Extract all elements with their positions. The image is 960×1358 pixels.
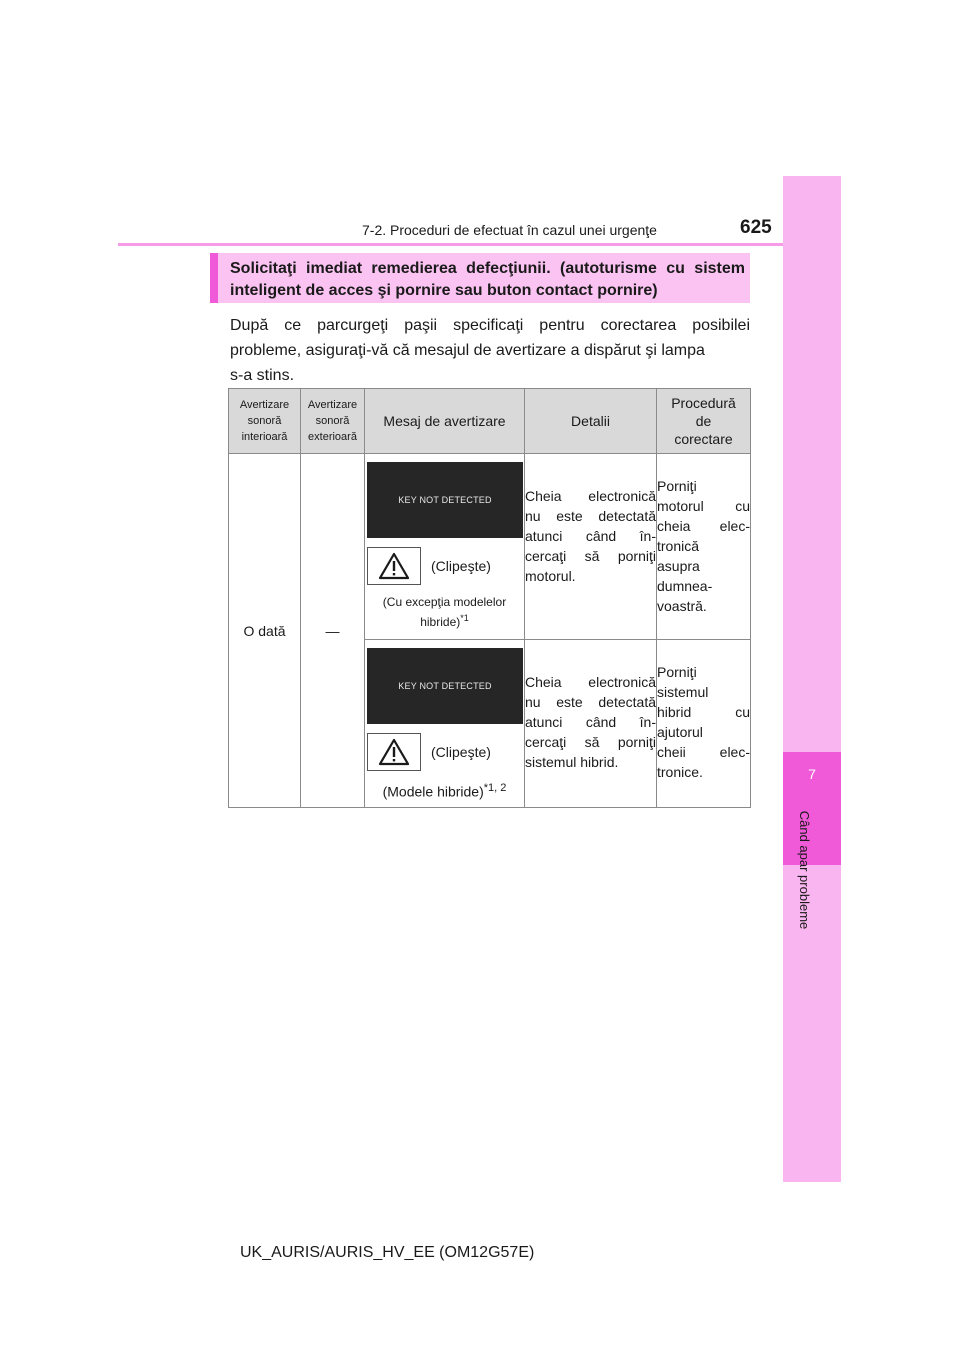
flash-label: (Clipeşte) xyxy=(431,558,491,574)
chapter-number: 7 xyxy=(808,766,816,782)
header-exterior-chime: Avertizare sonoră exterioară xyxy=(301,389,365,454)
display-message: KEY NOT DETECTED xyxy=(398,495,492,505)
model-note: (Cu excepţia modelelor hibride)$^{*1}$ xyxy=(382,595,507,629)
header-details: Detalii xyxy=(525,389,657,454)
warning-light-row xyxy=(367,546,524,586)
page-number: 625 xyxy=(740,217,772,238)
model-note: (Modele hibride)$^{*1, 2}$ xyxy=(382,782,507,800)
intro-line: După ce parcurgeţi paşii specificaţi pentru corectarea posibilei xyxy=(230,317,750,334)
warning-triangle-icon xyxy=(367,547,421,585)
section-heading: 7-2. Proceduri de efectuat în cazul unei urgenţe xyxy=(362,222,657,238)
display-message: KEY NOT DETECTED xyxy=(398,681,492,691)
instruction-callout xyxy=(210,253,750,303)
callout-text: Solicitaţi imediat remedierea defecţiunii. (autoturisme cu sistem inteligent de acces şi pornire sau buton contact pornire) xyxy=(230,260,745,299)
warning-message-cell xyxy=(365,454,525,640)
table-header-row xyxy=(229,389,751,454)
exterior-chime-cell: — xyxy=(301,454,365,808)
intro-paragraph xyxy=(230,313,750,388)
warning-triangle-icon xyxy=(367,733,421,771)
document-code: UK_AURIS/AURIS_HV_EE (OM12G57E) xyxy=(240,1244,535,1261)
warning-message-cell xyxy=(365,640,525,808)
flash-label: (Clipeşte) xyxy=(431,744,491,760)
header-interior-chime: Avertizare sonoră interioară xyxy=(229,389,301,454)
footnote-ref: *1 xyxy=(460,613,469,623)
warning-table xyxy=(228,388,751,808)
chapter-side-tab xyxy=(783,176,841,1182)
details-cell: Cheia electronică nu este detectată atunci când în- cercaţi să porniţi sistemul hibrid. xyxy=(525,640,657,808)
multi-info-display xyxy=(367,462,523,538)
details-cell: Cheia electronică nu este detectată atunci când în- cercaţi să porniţi motorul. xyxy=(525,454,657,640)
header-warning-message: Mesaj de avertizare xyxy=(365,389,525,454)
multi-info-display xyxy=(367,648,523,724)
chapter-number-tab xyxy=(783,752,841,865)
header-rule xyxy=(118,243,783,246)
intro-line: s-a stins. xyxy=(230,367,295,384)
interior-chime-cell: O dată xyxy=(229,454,301,808)
header-procedure: Procedură de corectare xyxy=(657,389,751,454)
procedure-cell: Porniţi motorul cu cheia elec- tronică asupra dumnea- voastră. xyxy=(657,454,751,640)
procedure-cell: Porniţi sistemul hibrid cu ajutorul cheii elec- tronice. xyxy=(657,640,751,808)
chapter-title: Când apar probleme xyxy=(797,810,812,930)
warning-light-row xyxy=(367,732,524,772)
footnote-ref: *1, 2 xyxy=(483,782,507,794)
table-row xyxy=(229,454,751,640)
intro-line: probleme, asiguraţi-vă că mesajul de avertizare a dispărut şi lampa xyxy=(230,342,705,359)
